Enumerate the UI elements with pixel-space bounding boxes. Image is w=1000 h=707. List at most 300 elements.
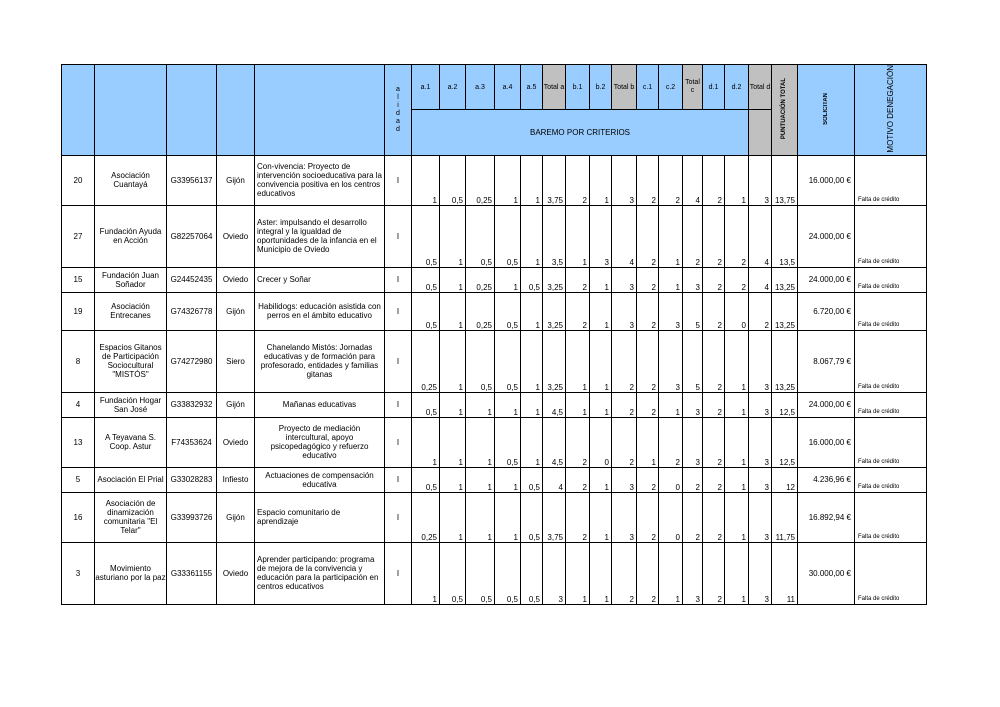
score-cell: 0,25 <box>466 267 495 292</box>
score-cell: 0,25 <box>466 292 495 330</box>
table-row <box>62 292 927 330</box>
score-cell: 1 <box>495 492 521 542</box>
score-cell: 2 <box>637 467 659 492</box>
score-cell: 1 <box>566 392 590 417</box>
header-proyecto <box>255 65 385 156</box>
score-cell: 0,5 <box>521 267 543 292</box>
solicitan-cell: 30.000,00 € <box>798 542 855 604</box>
modalidad-cell: I <box>385 267 412 292</box>
puntuacion-total-cell: 13,25 <box>772 330 798 392</box>
score-cell: 2 <box>703 155 725 205</box>
score-cell: 2 <box>703 205 725 267</box>
score-cell: 3 <box>612 292 637 330</box>
motivo-cell: Falta de crédito <box>855 542 927 604</box>
header-criterion-c-1 <box>637 65 659 110</box>
row-number: 27 <box>62 205 95 267</box>
score-cell: 2 <box>637 492 659 542</box>
score-cell: 1 <box>659 205 683 267</box>
score-cell: 3 <box>543 542 566 604</box>
score-cell: 0,5 <box>440 542 466 604</box>
score-cell: 3 <box>749 467 772 492</box>
motivo-cell: Falta de crédito <box>855 205 927 267</box>
score-cell: 1 <box>495 467 521 492</box>
score-cell: 3 <box>683 392 703 417</box>
cif-cell: F74353624 <box>167 417 217 467</box>
criterion-label: a.2 <box>447 83 458 91</box>
proyecto-cell: Mañanas educativas <box>255 392 385 417</box>
solicitan-label: SOLICITAN <box>822 92 829 125</box>
score-cell: 1 <box>440 205 466 267</box>
entidad-cell: Asociación Cuantayá <box>95 155 167 205</box>
score-cell: 3 <box>683 542 703 604</box>
score-cell: 1 <box>659 392 683 417</box>
header-total-d-lower <box>749 110 772 155</box>
entidad-cell: Espacios Gitanos de Participación Sociocultural "MISTÓS" <box>95 330 167 392</box>
score-cell: 1 <box>566 330 590 392</box>
table-row <box>62 492 927 542</box>
score-cell: 2 <box>703 542 725 604</box>
solicitan-cell: 24.000,00 € <box>798 205 855 267</box>
row-number: 4 <box>62 392 95 417</box>
score-cell: 1 <box>590 155 612 205</box>
header-criterion-b-1 <box>566 65 590 110</box>
score-cell: 2 <box>566 267 590 292</box>
criterion-label: b.2 <box>595 83 606 91</box>
localidad-cell: Gijón <box>217 392 255 417</box>
score-cell: 1 <box>659 542 683 604</box>
score-cell: 1 <box>466 467 495 492</box>
score-cell: 3 <box>749 155 772 205</box>
score-cell: 2 <box>566 492 590 542</box>
criterion-label: a.1 <box>420 83 431 91</box>
header-criterion-total-d <box>749 65 772 110</box>
puntuacion-total-cell: 13,75 <box>772 155 798 205</box>
score-cell: 0,5 <box>521 542 543 604</box>
header-criterion-a-4 <box>495 65 521 110</box>
score-cell: 1 <box>440 292 466 330</box>
score-cell: 1 <box>590 467 612 492</box>
localidad-cell: Oviedo <box>217 542 255 604</box>
localidad-cell: Infiesto <box>217 467 255 492</box>
score-cell: 2 <box>703 492 725 542</box>
criterion-label: Total c <box>685 78 700 95</box>
modalidad-char: d <box>396 125 400 133</box>
score-cell: 0 <box>659 492 683 542</box>
score-cell: 0,5 <box>466 542 495 604</box>
localidad-cell: Gijón <box>217 492 255 542</box>
entidad-cell: Fundación Juan Soñador <box>95 267 167 292</box>
modalidad-char: a <box>396 85 400 93</box>
score-cell: 2 <box>703 292 725 330</box>
header-criterion-c-2 <box>659 65 683 110</box>
motivo-cell: Falta de crédito <box>855 155 927 205</box>
row-number: 3 <box>62 542 95 604</box>
score-cell: 2 <box>566 155 590 205</box>
score-cell: 1 <box>590 492 612 542</box>
table-row <box>62 205 927 267</box>
modalidad-label <box>396 86 400 134</box>
score-cell: 0,5 <box>412 392 440 417</box>
score-cell: 4 <box>543 467 566 492</box>
modalidad-cell: I <box>385 417 412 467</box>
table-row <box>62 330 927 392</box>
score-cell: 3 <box>749 417 772 467</box>
modalidad-cell: I <box>385 492 412 542</box>
localidad-cell: Siero <box>217 330 255 392</box>
score-cell: 0,5 <box>412 205 440 267</box>
score-cell: 3,75 <box>543 155 566 205</box>
score-cell: 3 <box>749 492 772 542</box>
localidad-cell: Oviedo <box>217 417 255 467</box>
score-cell: 0,5 <box>521 492 543 542</box>
proyecto-cell: Proyecto de mediación intercultural, apoyo psicopedagógico y refuerzo educativo <box>255 417 385 467</box>
row-number: 16 <box>62 492 95 542</box>
score-cell: 1 <box>521 292 543 330</box>
modalidad-cell: I <box>385 467 412 492</box>
score-cell: 2 <box>566 467 590 492</box>
table-row <box>62 392 927 417</box>
entidad-cell: Asociación Entrecanes <box>95 292 167 330</box>
score-cell: 0,5 <box>495 330 521 392</box>
header-criterion-a-5 <box>521 65 543 110</box>
baremo-table <box>61 64 927 605</box>
header-puntuacion-total <box>772 65 798 156</box>
score-cell: 0,5 <box>495 542 521 604</box>
score-cell: 1 <box>659 267 683 292</box>
cif-cell: G74326778 <box>167 292 217 330</box>
row-number: 8 <box>62 330 95 392</box>
score-cell: 1 <box>725 492 749 542</box>
score-cell: 1 <box>521 330 543 392</box>
score-cell: 3 <box>749 392 772 417</box>
header-num <box>62 65 95 156</box>
score-cell: 2 <box>637 542 659 604</box>
score-cell: 0,5 <box>495 417 521 467</box>
header-motivo <box>855 65 927 156</box>
cif-cell: G33832932 <box>167 392 217 417</box>
score-cell: 2 <box>703 392 725 417</box>
score-cell: 1 <box>412 417 440 467</box>
score-cell: 1 <box>590 542 612 604</box>
score-cell: 1 <box>590 330 612 392</box>
entidad-cell: Fundación Hogar San José <box>95 392 167 417</box>
modalidad-char: i <box>397 101 399 109</box>
score-cell: 0,5 <box>412 292 440 330</box>
puntuacion-total-cell: 12 <box>772 467 798 492</box>
puntuacion-total-cell: 11 <box>772 542 798 604</box>
score-cell: 1 <box>590 292 612 330</box>
criterion-label: Total a <box>543 83 565 91</box>
row-number: 19 <box>62 292 95 330</box>
puntuacion-total-cell: 13,5 <box>772 205 798 267</box>
entidad-cell: Asociación de dinamización comunitaria "El Telar" <box>95 492 167 542</box>
solicitan-cell: 24.000,00 € <box>798 267 855 292</box>
score-cell: 0,5 <box>495 205 521 267</box>
solicitan-cell: 16.000,00 € <box>798 155 855 205</box>
score-cell: 1 <box>495 267 521 292</box>
score-cell: 2 <box>659 155 683 205</box>
score-cell: 3,25 <box>543 292 566 330</box>
score-cell: 1 <box>495 155 521 205</box>
score-cell: 1 <box>440 417 466 467</box>
score-cell: 2 <box>612 542 637 604</box>
motivo-denegacion-label: MOTIVO DENEGACIÓN <box>886 65 895 153</box>
score-cell: 2 <box>637 155 659 205</box>
puntuacion-total-cell: 12,5 <box>772 417 798 467</box>
entidad-cell: A Teyavana S. Coop. Astur <box>95 417 167 467</box>
puntuacion-total-cell: 11,75 <box>772 492 798 542</box>
score-cell: 3 <box>612 267 637 292</box>
score-cell: 0,5 <box>466 330 495 392</box>
score-cell: 0,5 <box>412 267 440 292</box>
modalidad-char: d <box>396 109 400 117</box>
header-entidad <box>95 65 167 156</box>
score-cell: 0 <box>590 417 612 467</box>
score-cell: 2 <box>703 330 725 392</box>
cif-cell: G82257064 <box>167 205 217 267</box>
score-cell: 1 <box>440 392 466 417</box>
score-cell: 3,75 <box>543 492 566 542</box>
criterion-label: c.1 <box>642 83 653 91</box>
score-cell: 3 <box>612 155 637 205</box>
score-cell: 1 <box>440 492 466 542</box>
proyecto-cell: Actuaciones de compensación educativa <box>255 467 385 492</box>
header-localidad <box>217 65 255 156</box>
score-cell: 2 <box>612 417 637 467</box>
row-number: 13 <box>62 417 95 467</box>
entidad-cell: Movimiento asturiano por la paz <box>95 542 167 604</box>
table-row <box>62 467 927 492</box>
score-cell: 1 <box>637 417 659 467</box>
criterion-label: Total b <box>613 83 635 91</box>
score-cell: 4 <box>612 205 637 267</box>
header-criterion-total-c <box>683 65 703 110</box>
score-cell: 1 <box>725 467 749 492</box>
header-criterion-a-2 <box>440 65 466 110</box>
table-row <box>62 417 927 467</box>
score-cell: 3 <box>659 292 683 330</box>
header-solicitan <box>798 65 855 156</box>
score-cell: 0 <box>725 292 749 330</box>
criterion-label: b.1 <box>572 83 583 91</box>
header-criterion-a-1 <box>412 65 440 110</box>
score-cell: 0,25 <box>412 330 440 392</box>
score-cell: 1 <box>590 267 612 292</box>
motivo-cell: Falta de crédito <box>855 467 927 492</box>
criterion-label: a.3 <box>475 83 485 91</box>
score-cell: 2 <box>566 292 590 330</box>
score-cell: 2 <box>637 392 659 417</box>
score-cell: 1 <box>466 417 495 467</box>
score-cell: 3 <box>749 330 772 392</box>
criterion-label: c.2 <box>665 83 676 91</box>
score-cell: 3,25 <box>543 267 566 292</box>
table-row <box>62 155 927 205</box>
score-cell: 4,5 <box>543 392 566 417</box>
score-cell: 1 <box>495 392 521 417</box>
row-number: 15 <box>62 267 95 292</box>
criterion-label: d.2 <box>731 83 742 91</box>
score-cell: 2 <box>637 330 659 392</box>
score-cell: 1 <box>521 205 543 267</box>
cif-cell: G33028283 <box>167 467 217 492</box>
row-number: 5 <box>62 467 95 492</box>
score-cell: 5 <box>683 292 703 330</box>
header-criterion-total-a <box>543 65 566 110</box>
score-cell: 1 <box>412 155 440 205</box>
score-cell: 1 <box>412 542 440 604</box>
motivo-cell: Falta de crédito <box>855 392 927 417</box>
score-cell: 2 <box>659 417 683 467</box>
modalidad-char: a <box>396 117 400 125</box>
modalidad-cell: I <box>385 155 412 205</box>
motivo-cell: Falta de crédito <box>855 417 927 467</box>
cif-cell: G74272980 <box>167 330 217 392</box>
score-cell: 2 <box>725 267 749 292</box>
score-cell: 3 <box>590 205 612 267</box>
proyecto-cell: Aprender participando: programa de mejora de la convivencia y educación para la participación en centros educativos <box>255 542 385 604</box>
modalidad-cell: I <box>385 330 412 392</box>
score-cell: 2 <box>637 292 659 330</box>
solicitan-cell: 16.892,94 € <box>798 492 855 542</box>
score-cell: 1 <box>440 467 466 492</box>
table-row <box>62 542 927 604</box>
criterion-label: d.1 <box>708 83 719 91</box>
score-cell: 2 <box>725 205 749 267</box>
score-cell: 4 <box>749 267 772 292</box>
header-baremo <box>412 110 749 155</box>
puntuacion-total-cell: 13,25 <box>772 267 798 292</box>
motivo-cell: Falta de crédito <box>855 330 927 392</box>
score-cell: 0,5 <box>495 292 521 330</box>
header-row-criteria <box>62 65 927 110</box>
localidad-cell: Oviedo <box>217 267 255 292</box>
score-cell: 4 <box>749 205 772 267</box>
score-cell: 1 <box>466 492 495 542</box>
score-cell: 3,25 <box>543 330 566 392</box>
score-cell: 2 <box>612 392 637 417</box>
score-cell: 1 <box>725 392 749 417</box>
score-cell: 2 <box>683 492 703 542</box>
row-number: 20 <box>62 155 95 205</box>
entidad-cell: Asociación El Prial <box>95 467 167 492</box>
cif-cell: G24452435 <box>167 267 217 292</box>
criterion-label: a.4 <box>502 83 513 91</box>
localidad-cell: Gijón <box>217 292 255 330</box>
modalidad-cell: I <box>385 542 412 604</box>
cif-cell: G33361155 <box>167 542 217 604</box>
criterion-label: a.5 <box>526 83 537 91</box>
solicitan-cell: 4.236,96 € <box>798 467 855 492</box>
score-cell: 1 <box>725 542 749 604</box>
solicitan-cell: 6.720,00 € <box>798 292 855 330</box>
modalidad-char: l <box>397 93 399 101</box>
motivo-cell: Falta de crédito <box>855 292 927 330</box>
motivo-cell: Falta de crédito <box>855 267 927 292</box>
proyecto-cell: Crecer y Soñar <box>255 267 385 292</box>
score-cell: 1 <box>725 417 749 467</box>
score-cell: 2 <box>703 417 725 467</box>
solicitan-cell: 24.000,00 € <box>798 392 855 417</box>
solicitan-cell: 16.000,00 € <box>798 417 855 467</box>
score-cell: 2 <box>566 417 590 467</box>
score-cell: 1 <box>566 205 590 267</box>
header-cif <box>167 65 217 156</box>
score-cell: 4 <box>683 155 703 205</box>
score-cell: 4,5 <box>543 417 566 467</box>
table-row <box>62 267 927 292</box>
header-modalidad <box>385 65 412 156</box>
score-cell: 0 <box>659 467 683 492</box>
proyecto-cell: Chanelando Mistós: Jornadas educativas y de formación para profesorado, entidades y familias gitanas <box>255 330 385 392</box>
score-cell: 1 <box>466 392 495 417</box>
score-cell: 0,5 <box>466 205 495 267</box>
score-cell: 3,5 <box>543 205 566 267</box>
score-cell: 0,25 <box>412 492 440 542</box>
score-cell: 2 <box>749 292 772 330</box>
score-cell: 3 <box>612 467 637 492</box>
score-cell: 2 <box>703 467 725 492</box>
score-cell: 1 <box>521 417 543 467</box>
score-cell: 3 <box>659 330 683 392</box>
solicitan-cell: 8.067,79 € <box>798 330 855 392</box>
score-cell: 1 <box>521 392 543 417</box>
score-cell: 0,25 <box>466 155 495 205</box>
cif-cell: G33993726 <box>167 492 217 542</box>
localidad-cell: Oviedo <box>217 205 255 267</box>
cif-cell: G33956137 <box>167 155 217 205</box>
score-cell: 3 <box>749 542 772 604</box>
puntuacion-total-cell: 13,25 <box>772 292 798 330</box>
header-criterion-a-3 <box>466 65 495 110</box>
score-cell: 0,5 <box>412 467 440 492</box>
score-cell: 5 <box>683 330 703 392</box>
proyecto-cell: Con-vivencia: Proyecto de intervención socioeducativa para la convivencia positiva en los centros educativos <box>255 155 385 205</box>
puntuacion-total-cell: 12,5 <box>772 392 798 417</box>
score-cell: 0,5 <box>440 155 466 205</box>
score-cell: 0,5 <box>521 467 543 492</box>
localidad-cell: Gijón <box>217 155 255 205</box>
score-cell: 1 <box>566 542 590 604</box>
score-cell: 2 <box>683 205 703 267</box>
baremo-label: BAREMO POR CRITERIOS <box>529 127 630 137</box>
puntuacion-total-label: PUNTUACIÓN TOTAL <box>781 78 787 140</box>
modalidad-cell: I <box>385 392 412 417</box>
score-cell: 2 <box>637 267 659 292</box>
modalidad-cell: I <box>385 205 412 267</box>
proyecto-cell: Espacio comunitario de aprendizaje <box>255 492 385 542</box>
score-cell: 3 <box>683 417 703 467</box>
score-cell: 1 <box>521 155 543 205</box>
criterion-label: Total d <box>749 83 771 91</box>
score-cell: 1 <box>725 155 749 205</box>
score-cell: 1 <box>440 267 466 292</box>
score-cell: 1 <box>590 392 612 417</box>
header-criterion-b-2 <box>590 65 612 110</box>
motivo-cell: Falta de crédito <box>855 492 927 542</box>
proyecto-cell: Habilidogs: educación asistida con perros en el ámbito educativo <box>255 292 385 330</box>
header-criterion-d-1 <box>703 65 725 110</box>
proyecto-cell: Aster: impulsando el desarrollo integral y la igualdad de oportunidades de la infancia en el Municipio de Oviedo <box>255 205 385 267</box>
score-cell: 3 <box>683 267 703 292</box>
score-cell: 1 <box>440 330 466 392</box>
modalidad-cell: I <box>385 292 412 330</box>
score-cell: 2 <box>683 467 703 492</box>
score-cell: 1 <box>725 330 749 392</box>
score-cell: 3 <box>612 492 637 542</box>
header-criterion-total-b <box>612 65 637 110</box>
score-cell: 2 <box>612 330 637 392</box>
